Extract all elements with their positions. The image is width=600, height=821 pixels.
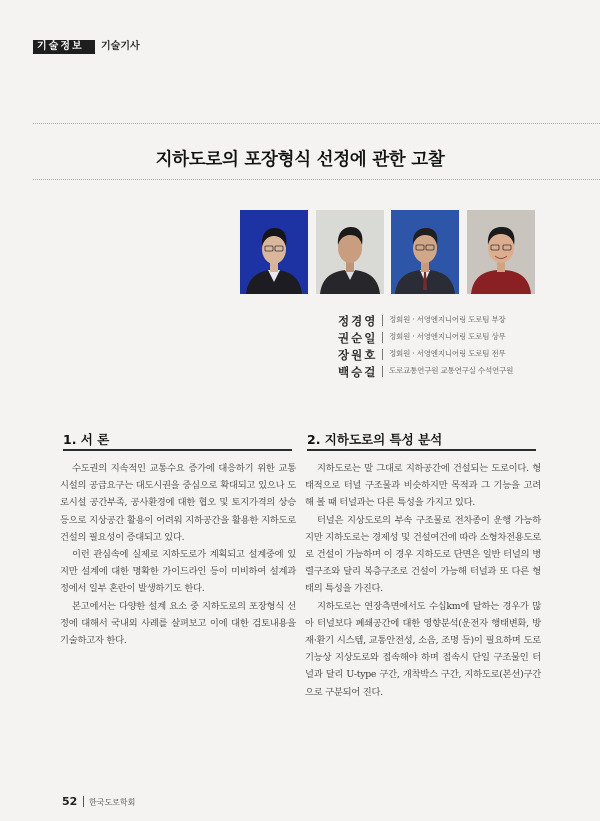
author-affiliation: 정회원 · 서영엔지니어링 도로팀 전무 [389,349,506,358]
author-photo-4 [467,210,535,294]
author-name: 권순일 [338,331,378,345]
body-column-right [305,460,541,701]
author-name: 정경영 [338,314,378,328]
paragraph: 본고에서는 다양한 설계 요소 중 지하도로의 포장형식 선정에 대해서 국내외 사례를 살펴보고 이에 대한 검토내용을 기술하고자 한다. [60,600,296,647]
paragraph: 수도권의 지속적인 교통수요 증가에 대응하기 위한 교통시설의 공급요구는 대도시권을 중심으로 확대되고 있으나 도로시설 공간부족, 공사환경에 대한 협오 및 토지가격의 상승 등으로 지상공간 활용이 어려워 지하공간을 활용한 지하도로 건설의 필요성이 증대되고 있다. [60,463,296,543]
author-affiliation: 정회원 · 서영엔지니어링 도로팀 상무 [389,332,506,341]
section-rule [63,449,292,451]
author-affiliation: 도로교통연구원 교통연구실 수석연구원 [389,366,514,375]
author-separator [382,315,383,326]
article-title: 지하도로의 포장형식 선정에 관한 고찰 [155,150,445,170]
paragraph: 이런 관심속에 실제로 지하도로가 계획되고 설계중에 있지만 설계에 대한 명확한 가이드라인 등이 미비하여 설계과정에서 일부 혼란이 발생하기도 한다. [60,549,296,595]
paragraph: 지하도로는 연장측면에서도 수십km에 달하는 경우가 많아 터널보다 폐쇄공간에 대한 영향분석(운전자 행태변화, 방재·환기 시스템, 교통안전성, 소음, 조명 등)이 필요하며 도로 기능상 지상도로와 접속해야 하며 접속시 단일 구조물인 터널과 달리 U-type 구간, 개착박스 구간, 지하도로(본선)구간으로 구분되어 진다. [305,600,541,698]
author-photo-2 [316,210,384,294]
section-label [33,40,95,54]
section-rule [307,449,536,451]
publisher-name: 한국도로학회 [89,798,136,807]
paragraph: 지하도로는 말 그대로 지하공간에 건설되는 도로이다. 형태적으로 터널 구조물과 비슷하지만 목적과 그 기능을 고려해 볼 때 터널과는 다른 특성을 가지고 있다. [305,463,541,509]
author-separator [382,366,383,377]
title-divider [33,179,600,180]
top-divider [33,123,600,124]
category-label: 기술기사 [101,41,140,52]
author-separator [382,349,383,360]
author-name: 백승걸 [338,365,378,379]
author-photo-1 [240,210,308,294]
author-name: 장원호 [338,348,378,362]
paragraph: 터널은 지상도로의 부속 구조물로 전차종이 운행 가능하지만 지하도로는 경제성 및 건설여건에 따라 소형차전용도로로 건설이 가능하며 이 경우 지하도로 단면은 일반 터널의 병렬구조와 달리 복층구조로 건설이 가능해 터널과 또 다른 형태의 특성을 가진다. [305,514,541,595]
section-heading-introduction: 1. 서 론 [63,432,110,447]
body-column-left [60,460,296,649]
footer-separator [83,796,84,807]
author-photo-3 [391,210,459,294]
author-separator [382,332,383,343]
section-label-text: 기술정보 [37,41,84,52]
page-number: 52 [62,795,78,808]
section-heading-characteristics: 2. 지하도로의 특성 분석 [307,432,443,447]
author-affiliation: 정회원 · 서영엔지니어링 도로팀 부장 [389,315,506,324]
